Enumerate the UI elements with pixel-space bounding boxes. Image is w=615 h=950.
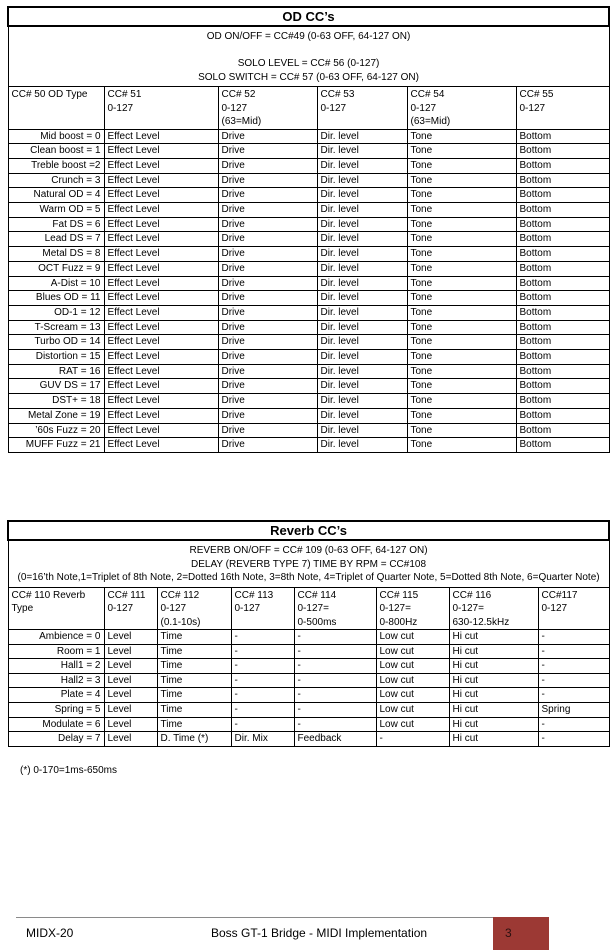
- reverb-param-cell: Hi cut: [449, 702, 538, 717]
- reverb-param-cell: Level: [104, 673, 157, 688]
- reverb-info-line: DELAY (REVERB TYPE 7) TIME BY RPM = CC#108: [191, 558, 427, 570]
- reverb-param-cell: -: [538, 732, 609, 747]
- od-param-cell: Bottom: [516, 350, 609, 365]
- od-type-cell: T-Scream = 13: [8, 320, 104, 335]
- od-param-cell: Dir. level: [317, 276, 407, 291]
- od-column-header: CC# 55 0-127: [516, 87, 609, 130]
- reverb-param-cell: -: [231, 688, 294, 703]
- od-column-header: CC# 52 0-127 (63=Mid): [218, 87, 317, 130]
- od-param-cell: Effect Level: [104, 217, 218, 232]
- table-row: [8, 350, 609, 365]
- od-param-cell: Effect Level: [104, 364, 218, 379]
- od-param-cell: Tone: [407, 408, 516, 423]
- table-row: [8, 673, 609, 688]
- reverb-param-cell: -: [294, 702, 376, 717]
- od-param-cell: Bottom: [516, 305, 609, 320]
- od-param-cell: Effect Level: [104, 408, 218, 423]
- od-param-cell: Tone: [407, 217, 516, 232]
- od-param-cell: Effect Level: [104, 394, 218, 409]
- table-row: [8, 320, 609, 335]
- od-param-cell: Drive: [218, 320, 317, 335]
- reverb-param-cell: Hi cut: [449, 644, 538, 659]
- od-param-cell: Effect Level: [104, 320, 218, 335]
- od-param-cell: Dir. level: [317, 320, 407, 335]
- od-param-cell: Bottom: [516, 158, 609, 173]
- od-param-cell: Drive: [218, 379, 317, 394]
- od-param-cell: Drive: [218, 350, 317, 365]
- reverb-info-line: (0=16’th Note,1=Triplet of 8th Note, 2=Dotted 16th Note, 3=8th Note, 4=Triplet of Quarter Note, 5=Dotted 8th Note, 6=Quarter Note): [17, 572, 600, 583]
- reverb-param-cell: Low cut: [376, 630, 449, 645]
- reverb-param-cell: Level: [104, 732, 157, 747]
- od-param-cell: Effect Level: [104, 247, 218, 262]
- od-param-cell: Bottom: [516, 423, 609, 438]
- od-param-cell: Effect Level: [104, 335, 218, 350]
- od-info-line: [11, 44, 607, 58]
- table-row: [8, 261, 609, 276]
- od-param-cell: Bottom: [516, 408, 609, 423]
- reverb-param-cell: Feedback: [294, 732, 376, 747]
- reverb-param-cell: Time: [157, 702, 231, 717]
- reverb-param-cell: Low cut: [376, 659, 449, 674]
- od-type-cell: Natural OD = 4: [8, 188, 104, 203]
- reverb-param-cell: Level: [104, 717, 157, 732]
- od-type-cell: GUV DS = 17: [8, 379, 104, 394]
- od-type-cell: Turbo OD = 14: [8, 335, 104, 350]
- reverb-table-title: Reverb CC’s: [8, 521, 609, 540]
- table-row: [8, 732, 609, 747]
- od-param-cell: Tone: [407, 305, 516, 320]
- od-param-cell: Dir. level: [317, 261, 407, 276]
- od-type-cell: ’60s Fuzz = 20: [8, 423, 104, 438]
- footer-divider: [16, 917, 536, 918]
- reverb-param-cell: Level: [104, 702, 157, 717]
- table-row: [8, 305, 609, 320]
- od-param-cell: Tone: [407, 173, 516, 188]
- reverb-param-cell: Time: [157, 644, 231, 659]
- reverb-param-cell: -: [294, 659, 376, 674]
- reverb-type-cell: Room = 1: [8, 644, 104, 659]
- od-param-cell: Effect Level: [104, 276, 218, 291]
- reverb-param-cell: -: [231, 659, 294, 674]
- table-row: [8, 364, 609, 379]
- od-param-cell: Drive: [218, 173, 317, 188]
- od-param-cell: Tone: [407, 379, 516, 394]
- reverb-param-cell: Spring: [538, 702, 609, 717]
- table-row: [8, 659, 609, 674]
- reverb-info: [8, 540, 609, 587]
- table-row: [8, 158, 609, 173]
- od-column-header: CC# 53 0-127: [317, 87, 407, 130]
- reverb-param-cell: Low cut: [376, 702, 449, 717]
- od-param-cell: Tone: [407, 320, 516, 335]
- od-param-cell: Dir. level: [317, 335, 407, 350]
- od-param-cell: Effect Level: [104, 350, 218, 365]
- od-param-cell: Dir. level: [317, 158, 407, 173]
- od-param-cell: Tone: [407, 350, 516, 365]
- table-row: [8, 276, 609, 291]
- reverb-param-cell: Time: [157, 659, 231, 674]
- od-type-cell: Distortion = 15: [8, 350, 104, 365]
- reverb-type-cell: Delay = 7: [8, 732, 104, 747]
- od-type-cell: Mid boost = 0: [8, 129, 104, 144]
- table-row: [8, 335, 609, 350]
- reverb-param-cell: Hi cut: [449, 688, 538, 703]
- table-row: [8, 129, 609, 144]
- table-row: [8, 173, 609, 188]
- reverb-title-row: [8, 521, 609, 540]
- od-param-cell: Drive: [218, 276, 317, 291]
- od-title-row: [8, 7, 609, 26]
- reverb-param-cell: -: [231, 702, 294, 717]
- od-type-cell: DST+ = 18: [8, 394, 104, 409]
- od-type-cell: OCT Fuzz = 9: [8, 261, 104, 276]
- page-footer: [0, 917, 615, 950]
- od-param-cell: Effect Level: [104, 305, 218, 320]
- od-param-cell: Tone: [407, 129, 516, 144]
- od-column-header: CC# 54 0-127 (63=Mid): [407, 87, 516, 130]
- od-param-cell: Bottom: [516, 129, 609, 144]
- od-type-cell: Metal Zone = 19: [8, 408, 104, 423]
- table-row: [8, 423, 609, 438]
- reverb-param-cell: -: [294, 688, 376, 703]
- od-param-cell: Effect Level: [104, 173, 218, 188]
- od-param-cell: Tone: [407, 291, 516, 306]
- reverb-header-row: [8, 587, 609, 630]
- reverb-type-cell: Modulate = 6: [8, 717, 104, 732]
- od-param-cell: Drive: [218, 188, 317, 203]
- od-param-cell: Dir. level: [317, 217, 407, 232]
- od-param-cell: Drive: [218, 158, 317, 173]
- od-param-cell: Dir. level: [317, 350, 407, 365]
- reverb-param-cell: Time: [157, 688, 231, 703]
- reverb-type-cell: Plate = 4: [8, 688, 104, 703]
- od-param-cell: Drive: [218, 335, 317, 350]
- reverb-column-header: CC# 114 0-127= 0-500ms: [294, 587, 376, 630]
- reverb-param-cell: Hi cut: [449, 630, 538, 645]
- reverb-param-cell: -: [294, 673, 376, 688]
- od-param-cell: Drive: [218, 394, 317, 409]
- od-column-header: CC# 51 0-127: [104, 87, 218, 130]
- od-param-cell: Dir. level: [317, 203, 407, 218]
- reverb-param-cell: Hi cut: [449, 659, 538, 674]
- table-row: [8, 702, 609, 717]
- od-type-cell: Clean boost = 1: [8, 144, 104, 159]
- reverb-type-cell: Ambience = 0: [8, 630, 104, 645]
- reverb-param-cell: -: [294, 630, 376, 645]
- reverb-type-cell: Hall2 = 3: [8, 673, 104, 688]
- od-param-cell: Dir. level: [317, 188, 407, 203]
- reverb-param-cell: -: [231, 644, 294, 659]
- od-param-cell: Tone: [407, 423, 516, 438]
- od-param-cell: Bottom: [516, 335, 609, 350]
- od-param-cell: Drive: [218, 438, 317, 453]
- reverb-param-cell: Low cut: [376, 688, 449, 703]
- reverb-type-cell: Spring = 5: [8, 702, 104, 717]
- reverb-column-header: CC# 113 0-127: [231, 587, 294, 630]
- reverb-column-header: CC# 116 0-127= 630-12.5kHz: [449, 587, 538, 630]
- od-type-cell: Metal DS = 8: [8, 247, 104, 262]
- reverb-param-cell: Low cut: [376, 673, 449, 688]
- od-header-row: [8, 87, 609, 130]
- table-row: [8, 247, 609, 262]
- reverb-param-cell: Hi cut: [449, 717, 538, 732]
- od-param-cell: Drive: [218, 203, 317, 218]
- od-type-cell: Fat DS = 6: [8, 217, 104, 232]
- reverb-param-cell: Dir. Mix: [231, 732, 294, 747]
- reverb-param-cell: -: [538, 717, 609, 732]
- od-param-cell: Bottom: [516, 217, 609, 232]
- od-type-cell: Warm OD = 5: [8, 203, 104, 218]
- od-param-cell: Effect Level: [104, 158, 218, 173]
- od-param-cell: Drive: [218, 247, 317, 262]
- reverb-param-cell: Low cut: [376, 717, 449, 732]
- reverb-param-cell: Low cut: [376, 644, 449, 659]
- reverb-column-header: CC# 112 0-127 (0.1-10s): [157, 587, 231, 630]
- od-cc-table: [7, 6, 610, 453]
- table-row: [8, 630, 609, 645]
- od-type-cell: Crunch = 3: [8, 173, 104, 188]
- reverb-param-cell: Time: [157, 673, 231, 688]
- od-type-cell: OD-1 = 12: [8, 305, 104, 320]
- reverb-param-cell: Time: [157, 717, 231, 732]
- od-param-cell: Bottom: [516, 364, 609, 379]
- od-info-line: SOLO SWITCH = CC# 57 (0-63 OFF, 64-127 ON): [198, 71, 419, 83]
- table-row: [8, 438, 609, 453]
- reverb-param-cell: -: [538, 688, 609, 703]
- od-param-cell: Drive: [218, 291, 317, 306]
- reverb-param-cell: Level: [104, 644, 157, 659]
- od-param-cell: Tone: [407, 394, 516, 409]
- od-param-cell: Effect Level: [104, 261, 218, 276]
- od-param-cell: Dir. level: [317, 379, 407, 394]
- od-param-cell: Dir. level: [317, 408, 407, 423]
- od-param-cell: Tone: [407, 158, 516, 173]
- reverb-param-cell: Level: [104, 659, 157, 674]
- reverb-param-cell: D. Time (*): [157, 732, 231, 747]
- od-param-cell: Bottom: [516, 203, 609, 218]
- od-param-cell: Tone: [407, 438, 516, 453]
- od-param-cell: Dir. level: [317, 291, 407, 306]
- reverb-column-header: CC# 110 Reverb Type: [8, 587, 104, 630]
- table-row: [8, 232, 609, 247]
- od-info-line: SOLO LEVEL = CC# 56 (0-127): [237, 58, 380, 69]
- od-param-cell: Bottom: [516, 379, 609, 394]
- od-param-cell: Drive: [218, 144, 317, 159]
- od-param-cell: Effect Level: [104, 291, 218, 306]
- od-param-cell: Tone: [407, 203, 516, 218]
- od-type-cell: Treble boost =2: [8, 158, 104, 173]
- reverb-column-header: CC#117 0-127: [538, 587, 609, 630]
- od-param-cell: Drive: [218, 261, 317, 276]
- footer-title: Boss GT-1 Bridge - MIDI Implementation: [211, 926, 428, 940]
- od-param-cell: Dir. level: [317, 305, 407, 320]
- table-row: [8, 291, 609, 306]
- od-param-cell: Effect Level: [104, 129, 218, 144]
- od-param-cell: Effect Level: [104, 188, 218, 203]
- od-param-cell: Bottom: [516, 232, 609, 247]
- od-type-cell: Blues OD = 11: [8, 291, 104, 306]
- od-param-cell: Bottom: [516, 320, 609, 335]
- od-param-cell: Effect Level: [104, 379, 218, 394]
- reverb-param-cell: -: [538, 673, 609, 688]
- od-param-cell: Dir. level: [317, 129, 407, 144]
- table-row: [8, 379, 609, 394]
- od-param-cell: Effect Level: [104, 423, 218, 438]
- reverb-param-cell: Time: [157, 630, 231, 645]
- od-type-cell: RAT = 16: [8, 364, 104, 379]
- od-param-cell: Bottom: [516, 276, 609, 291]
- od-param-cell: Dir. level: [317, 364, 407, 379]
- reverb-param-cell: Hi cut: [449, 732, 538, 747]
- table-row: [8, 688, 609, 703]
- od-param-cell: Tone: [407, 247, 516, 262]
- reverb-param-cell: -: [231, 717, 294, 732]
- od-param-cell: Drive: [218, 408, 317, 423]
- od-param-cell: Drive: [218, 305, 317, 320]
- od-param-cell: Tone: [407, 232, 516, 247]
- od-param-cell: Tone: [407, 276, 516, 291]
- od-param-cell: Tone: [407, 364, 516, 379]
- od-param-cell: Bottom: [516, 247, 609, 262]
- od-param-cell: Dir. level: [317, 394, 407, 409]
- od-param-cell: Bottom: [516, 394, 609, 409]
- reverb-param-cell: -: [538, 659, 609, 674]
- reverb-param-cell: -: [294, 644, 376, 659]
- od-type-cell: MUFF Fuzz = 21: [8, 438, 104, 453]
- footer-doc-id: MIDX-20: [26, 926, 74, 940]
- reverb-param-cell: -: [231, 630, 294, 645]
- od-type-cell: A-Dist = 10: [8, 276, 104, 291]
- reverb-param-cell: -: [231, 673, 294, 688]
- reverb-footnote: (*) 0-170=1ms-650ms: [20, 765, 117, 776]
- od-param-cell: Tone: [407, 335, 516, 350]
- od-column-header: CC# 50 OD Type: [8, 87, 104, 130]
- table-row: [8, 203, 609, 218]
- od-param-cell: Drive: [218, 364, 317, 379]
- od-param-cell: Dir. level: [317, 438, 407, 453]
- od-param-cell: Effect Level: [104, 438, 218, 453]
- od-param-cell: Dir. level: [317, 247, 407, 262]
- table-row: [8, 217, 609, 232]
- od-param-cell: Bottom: [516, 188, 609, 203]
- table-row: [8, 394, 609, 409]
- table-row: [8, 144, 609, 159]
- od-table-title: OD CC’s: [8, 7, 609, 26]
- reverb-cc-table: [7, 520, 610, 747]
- od-param-cell: Bottom: [516, 144, 609, 159]
- table-row: [8, 644, 609, 659]
- od-param-cell: Tone: [407, 144, 516, 159]
- od-param-cell: Tone: [407, 188, 516, 203]
- table-row: [8, 717, 609, 732]
- reverb-column-header: CC# 111 0-127: [104, 587, 157, 630]
- reverb-type-cell: Hall1 = 2: [8, 659, 104, 674]
- table-row: [8, 188, 609, 203]
- reverb-info-row: [8, 540, 609, 587]
- od-param-cell: Effect Level: [104, 232, 218, 247]
- od-param-cell: Bottom: [516, 438, 609, 453]
- reverb-param-cell: Level: [104, 688, 157, 703]
- reverb-param-cell: -: [538, 644, 609, 659]
- od-param-cell: Effect Level: [104, 144, 218, 159]
- od-info: [8, 26, 609, 87]
- od-param-cell: Dir. level: [317, 423, 407, 438]
- od-param-cell: Dir. level: [317, 144, 407, 159]
- reverb-param-cell: Level: [104, 630, 157, 645]
- od-param-cell: Effect Level: [104, 203, 218, 218]
- od-param-cell: Dir. level: [317, 232, 407, 247]
- od-param-cell: Drive: [218, 423, 317, 438]
- od-param-cell: Drive: [218, 129, 317, 144]
- od-param-cell: Bottom: [516, 261, 609, 276]
- reverb-param-cell: Hi cut: [449, 673, 538, 688]
- od-info-line: OD ON/OFF = CC#49 (0-63 OFF, 64-127 ON): [206, 31, 411, 42]
- od-param-cell: Bottom: [516, 173, 609, 188]
- reverb-info-line: REVERB ON/OFF = CC# 109 (0-63 OFF, 64-127 ON): [189, 545, 428, 556]
- od-info-row: [8, 26, 609, 87]
- od-param-cell: Tone: [407, 261, 516, 276]
- od-param-cell: Drive: [218, 232, 317, 247]
- od-type-cell: Lead DS = 7: [8, 232, 104, 247]
- od-param-cell: Bottom: [516, 291, 609, 306]
- table-row: [8, 408, 609, 423]
- reverb-column-header: CC# 115 0-127= 0-800Hz: [376, 587, 449, 630]
- reverb-param-cell: -: [294, 717, 376, 732]
- od-param-cell: Dir. level: [317, 173, 407, 188]
- reverb-param-cell: -: [376, 732, 449, 747]
- reverb-param-cell: -: [538, 630, 609, 645]
- page-number: 3: [493, 917, 549, 950]
- od-param-cell: Drive: [218, 217, 317, 232]
